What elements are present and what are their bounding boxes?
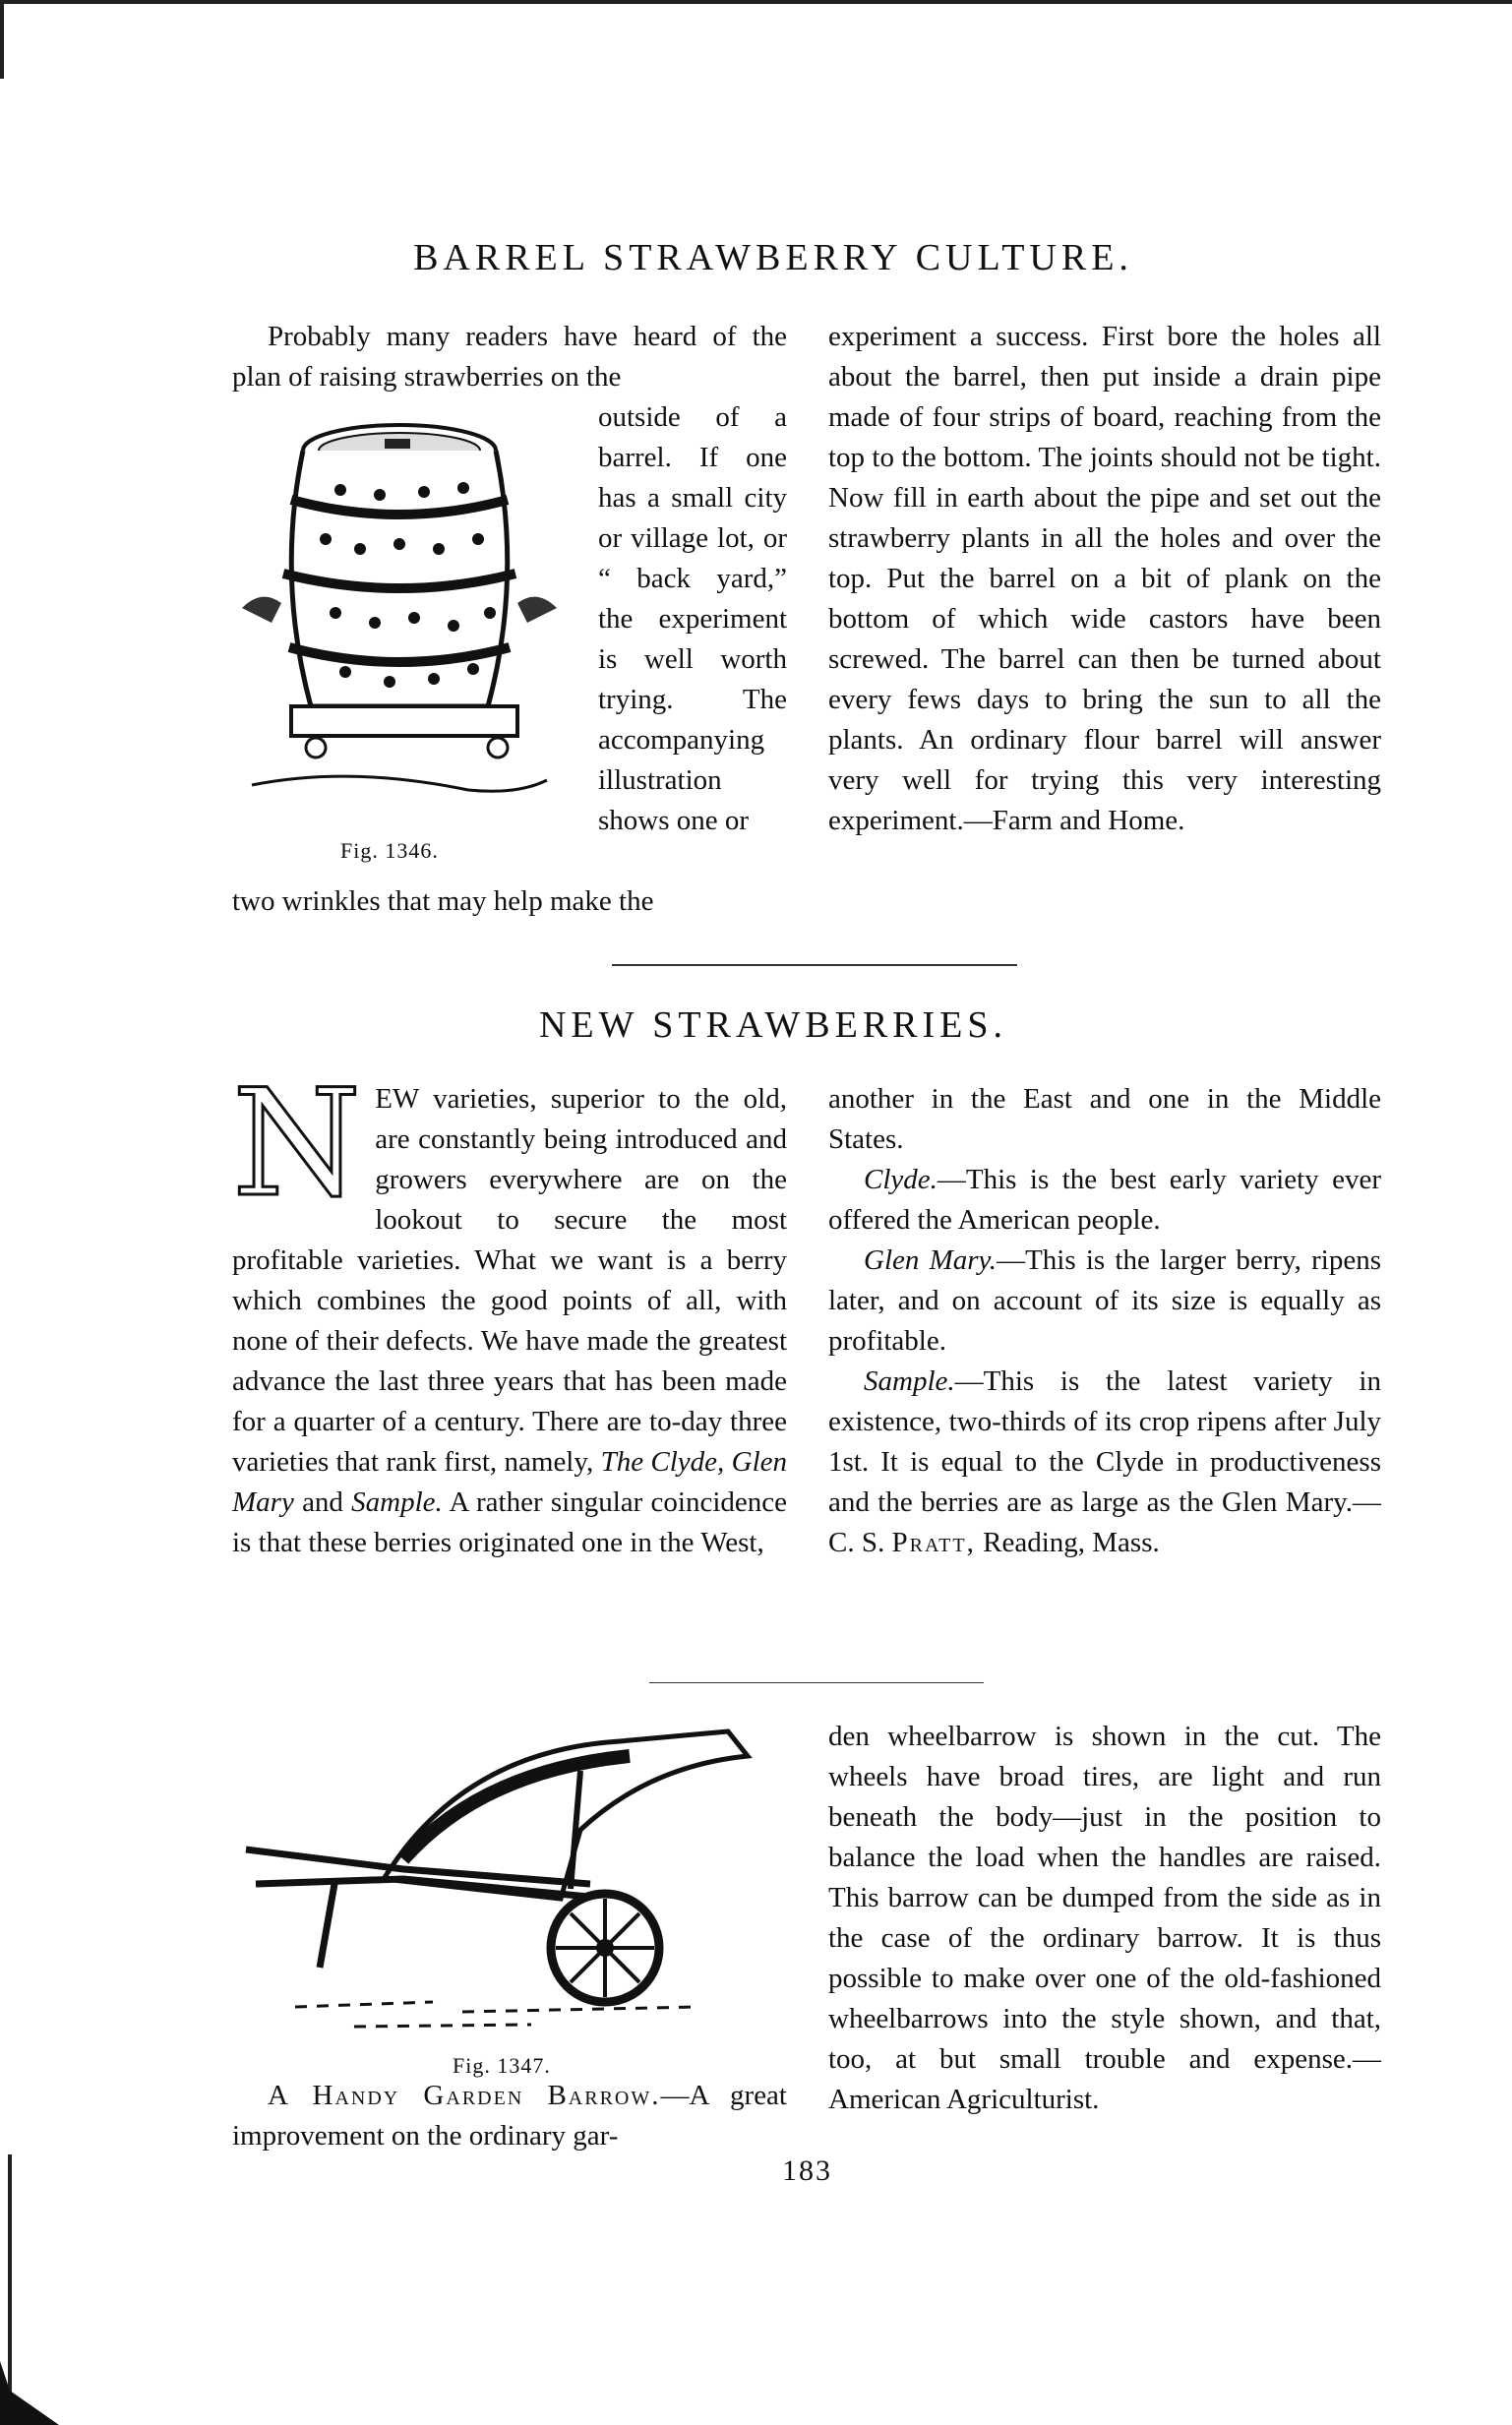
section-divider-2 [649, 1682, 984, 1683]
sample-text: —This is the latest variety in existence, two-thirds of its crop ripens after July 1st. It is equal to the Clyde in productiveness and the berries are as large as the Glen Mary.—C. S. [828, 1365, 1381, 1558]
barrow-heading: A Handy Garden Barrow. [268, 2080, 661, 2111]
left-border [0, 0, 4, 79]
conjunction-and: and [302, 1486, 343, 1518]
author-place: Reading, Mass. [983, 1527, 1160, 1558]
barrow-left-column [232, 2076, 787, 2156]
article-title-strawberries: NEW STRAWBERRIES. [538, 1004, 1008, 1046]
glen-mary-text: —This is the larger berry, ripens later, and on account of its size is equally as profitable. [828, 1244, 1381, 1357]
strawberries-left-text: EW varieties, superior to the old, are constantly being introduced and growers everywhere are on the lookout to secure the most profitable varieties. What we want is a berry which combines the good points of all, with none of their defects. We have made the greatest advance the last three years that has been made for a quarter of a century. There are to-day three varieties that rank first, namely, [232, 1083, 787, 1478]
strawberries-right-column [828, 1079, 1381, 1563]
top-border [0, 0, 1512, 4]
barrel-left-column [232, 317, 787, 922]
section-divider-1 [612, 964, 1017, 966]
clyde-text: —This is the best early variety ever offered the American people. [828, 1164, 1381, 1236]
sample-heading: Sample. [864, 1365, 955, 1397]
barrel-left-bottom: two wrinkles that may help make the [232, 885, 654, 917]
clyde-heading: Clyde. [864, 1164, 937, 1195]
article-title-barrel: BARREL STRAWBERRY CULTURE. [413, 237, 1133, 278]
wheelbarrow-figure-caption: Fig. 1347. [453, 2053, 551, 2078]
variety-name-clyde: The Clyde, [600, 1446, 725, 1478]
glen-mary-heading: Glen Mary. [864, 1244, 998, 1276]
wheelbarrow-figure [236, 1712, 757, 2066]
barrel-wrap-text: outside of a barrel. If one has a small city or village lot, or “ back yard,” the experiment is well worth trying. The accompanying illustration shows one or [598, 401, 787, 836]
page-number: 183 [782, 2154, 832, 2187]
dropcap-letter: N [232, 1059, 362, 1230]
page-corner-shadow [0, 2361, 59, 2425]
barrow-left-text: —A great improvement on the ordinary gar- [232, 2080, 787, 2152]
strawberries-right-intro: another in the East and one in the Middle States. [828, 1083, 1381, 1155]
sample-paragraph [828, 1362, 1381, 1563]
barrel-figure [232, 401, 557, 805]
barrel-left-intro: Probably many readers have heard of the plan of raising strawberries on the [232, 321, 787, 393]
author-name: Pratt, [891, 1527, 976, 1558]
clyde-paragraph [828, 1160, 1381, 1241]
variety-name-glen-mary: Glen Mary [232, 1446, 788, 1518]
barrel-right-column: experiment a success. First bore the holes all about the barrel, then put inside a drain pipe made of four strips of board, reaching from the top to the bottom. The joints should not be tight. Now fill in earth about the pipe and set out the strawberry plants in all the holes and over the top. Put the barrel on a bit of plank on the bottom of which wide castors have been screwed. The barrel can then be turned about every fews days to bring the sun to all the plants. An ordinary flour barrel will answer very well for trying this very interesting experiment.—Farm and Home. [828, 321, 1381, 836]
variety-name-sample: Sample. [351, 1486, 443, 1518]
strawberries-left-column [232, 1059, 788, 1563]
glen-mary-paragraph [828, 1241, 1381, 1362]
barrow-right-column: den wheelbarrow is shown in the cut. The wheels have broad tires, are light and run beneath the body—just in the position to balance the load when the handles are raised. This barrow can be dumped from the side as in the case of the ordinary barrow. It is thus possible to make over one of the old-fashioned wheelbarrows into the style shown, and that, too, at but small trouble and expense.—American Agriculturist. [828, 1721, 1381, 2115]
strawberries-left-text-end: A rather singular coincidence is that these berries originated one in the West, [232, 1486, 787, 1558]
barrel-figure-caption: Fig. 1346. [340, 838, 439, 863]
